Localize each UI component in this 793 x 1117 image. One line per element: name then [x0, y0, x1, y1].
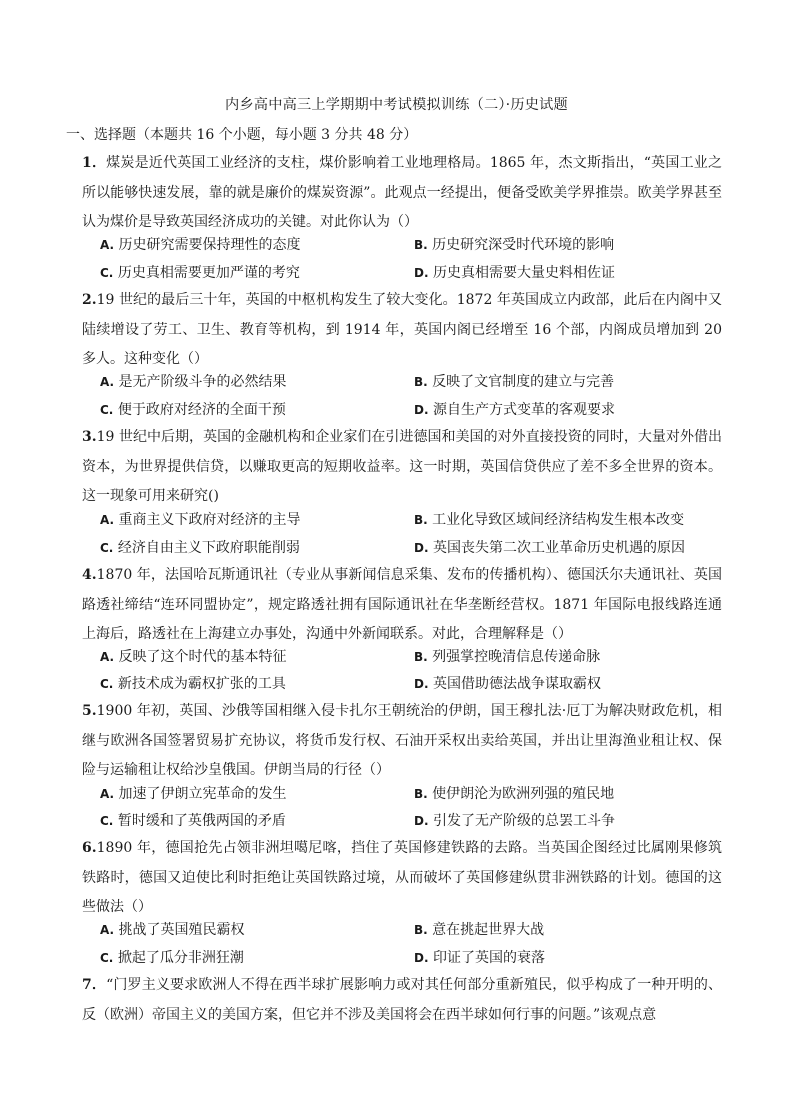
- question-3-option-a[interactable]: A. 重商主义下政府对经济的主导: [100, 512, 301, 528]
- question-1-option-c[interactable]: C. 历史真相需要更加严谨的考究: [100, 265, 300, 281]
- question-3-option-c[interactable]: C. 经济自由主义下政府职能削弱: [100, 540, 300, 556]
- question-1-text: 煤炭是近代英国工业经济的支柱，煤价影响着工业地理格局。1865 年，杰文斯指出，“英国工业之所以能够快速发展，靠的就是廉价的煤炭资源”。此观点一经提出，便备受欧美学界推崇。欧美学界甚至认为煤价是导致英国经济成功的关键。对此你认为（）: [82, 155, 723, 230]
- question-4-option-a[interactable]: A. 反映了这个时代的基本特征: [100, 649, 287, 665]
- question-2-option-d[interactable]: D. 源自生产方式变革的客观要求: [414, 402, 615, 418]
- question-6-option-c[interactable]: C. 掀起了瓜分非洲狂潮: [100, 950, 244, 966]
- question-5-text: 1900 年初，英国、沙俄等国相继入侵卡扎尔王朝统治的伊朗，国王穆扎法·厄丁为解决财政危机，相继与欧洲各国签署贸易扩充协议，将货币发行权、石油开采权出卖给英国，并出让里海渔业租让权、保险与运输租让权给沙皇俄国。伊朗当局的行径（）: [82, 703, 722, 778]
- question-6-option-a[interactable]: A. 挑战了英国殖民霸权: [100, 922, 245, 938]
- question-6-text: 1890 年，德国抢先占领非洲坦噶尼喀，挡住了英国修建铁路的去路。当英国企图经过比属刚果修筑铁路时，德国又迫使比利时拒绝让英国铁路过境，从而破坏了英国修建纵贯非洲铁路的计划。德国的这些做法（）: [82, 840, 722, 915]
- question-6-number: 6.: [82, 840, 97, 856]
- question-5-option-d[interactable]: D. 引发了无产阶级的总罢工斗争: [414, 813, 615, 829]
- question-7-number: 7．: [82, 977, 107, 993]
- question-3-text: 19 世纪中后期，英国的金融机构和企业家们在引进德国和美国的对外直接投资的同时，大量对外借出资本，为世界提供信贷，以赚取更高的短期收益率。这一时期，英国信贷供应了差不多全世界的资本。这一现象可用来研究(): [82, 429, 722, 504]
- question-3-stem: [82, 423, 722, 512]
- question-1-option-a[interactable]: A. 历史研究需要保持理性的态度: [100, 237, 301, 253]
- question-4-text: 1870 年，法国哈瓦斯通讯社（专业从事新闻信息采集、发布的传播机构）、德国沃尔夫通讯社、英国路透社缔结“连环同盟协定”，规定路透社拥有国际通讯社在华垄断经营权。1871 年国际电报线路连通上海后，路透社在上海建立办事处，沟通中外新闻联系。对此，合理解释是（）: [82, 567, 722, 642]
- question-1-option-b[interactable]: B. 历史研究深受时代环境的影响: [414, 237, 615, 253]
- question-7-stem: [82, 971, 722, 1030]
- question-1-stem: [82, 149, 722, 238]
- question-3-option-d[interactable]: D. 英国丧失第二次工业革命历史机遇的原因: [414, 540, 685, 556]
- question-4-option-b[interactable]: B. 列强掌控晚清信息传递命脉: [414, 649, 601, 665]
- question-1-number: 1．: [82, 155, 107, 171]
- question-2-option-c[interactable]: C. 便于政府对经济的全面干预: [100, 402, 286, 418]
- section-heading: 一、选择题（本题共 16 个小题，每小题 3 分共 48 分）: [66, 127, 418, 143]
- question-5-option-c[interactable]: C. 暂时缓和了英俄两国的矛盾: [100, 813, 286, 829]
- question-2-number: 2.: [82, 292, 97, 308]
- question-4-option-c[interactable]: C. 新技术成为霸权扩张的工具: [100, 676, 286, 692]
- question-3-option-b[interactable]: B. 工业化导致区域间经济结构发生根本改变: [414, 512, 685, 528]
- page-title: 内乡高中高三上学期期中考试模拟训练（二）·历史试题: [225, 97, 568, 113]
- question-3-number: 3.: [82, 429, 97, 445]
- question-5-option-a[interactable]: A. 加速了伊朗立宪革命的发生: [100, 786, 287, 802]
- question-6-option-b[interactable]: B. 意在挑起世界大战: [414, 922, 545, 938]
- question-6-stem: [82, 834, 722, 923]
- question-2-option-a[interactable]: A. 是无产阶级斗争的必然结果: [100, 374, 287, 390]
- question-6-option-d[interactable]: D. 印证了英国的衰落: [414, 950, 545, 966]
- question-4-option-d[interactable]: D. 英国借助德法战争谋取霸权: [414, 676, 601, 692]
- question-1-option-d[interactable]: D. 历史真相需要大量史料相佐证: [414, 265, 615, 281]
- question-2-text: 19 世纪的最后三十年，英国的中枢机构发生了较大变化。1872 年英国成立内政部，此后在内阁中又陆续增设了劳工、卫生、教育等机构，到 1914 年，英国内阁已经增至 16 个部，内阁成员增加到 20 多人。这种变化（）: [82, 292, 722, 367]
- question-2-option-b[interactable]: B. 反映了文官制度的建立与完善: [414, 374, 615, 390]
- question-5-number: 5.: [82, 703, 97, 719]
- question-4-number: 4.: [82, 567, 97, 583]
- question-2-stem: [82, 286, 722, 375]
- question-7-text: “门罗主义要求欧洲人不得在西半球扩展影响力或对其任何部分重新殖民，似乎构成了一种开明的、反（欧洲）帝国主义的美国方案，但它并不涉及美国将会在西半球如何行事的问题。”该观点意: [82, 977, 722, 1023]
- question-5-option-b[interactable]: B. 使伊朗沦为欧洲列强的殖民地: [414, 786, 615, 802]
- question-5-stem: [82, 697, 722, 786]
- question-4-stem: [82, 561, 722, 650]
